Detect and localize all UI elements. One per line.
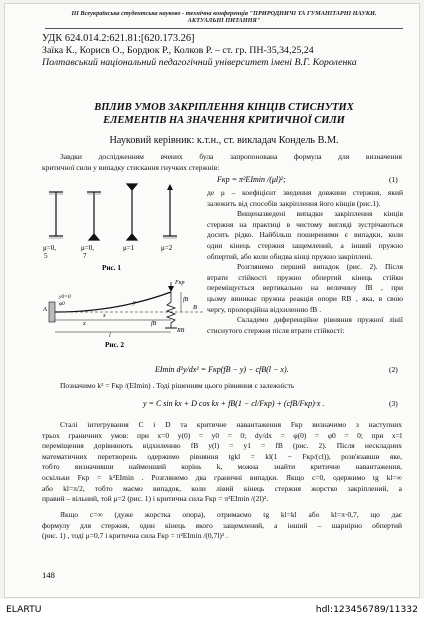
figure-2-label-l: l <box>109 333 111 339</box>
figure-2-label-fB-2: fB <box>151 321 157 327</box>
text-line: формулу для стержня, один кінець якого защемлений, а інший – шарнірно обпертий <box>42 520 402 530</box>
equation-3-number: (3) <box>389 399 398 408</box>
figure-2-label-y0: y0=0 <box>59 294 71 300</box>
text-line: математичних перетворень одержимо рівняння tgkl = kl(1 − Fкр/(cl)), розв'язавши яке, <box>42 451 402 461</box>
text-line: Сталі інтегрування C і D та критичне навантаження Fкр визначимо з наступних <box>60 420 402 429</box>
text-line: де μ – коефіцієнт зведення довжини стержня, який <box>207 188 403 197</box>
figure-1-label-2: μ=0, <box>81 244 94 252</box>
text-line: Розглянемо перший випадок (рис. 2). Після <box>237 262 403 272</box>
authors-line: Заїка К., Корисв О., Бордюк Р., Колков Р. – ст. гр. ПН-35,34,25,24 <box>42 45 314 56</box>
figure-2-label-RB: RB <box>177 328 185 334</box>
text-line: обпертий, або коли обидва кінці пружно закріплені. <box>207 251 373 261</box>
figure-2 <box>43 280 207 342</box>
figure-2-label-fB: fB <box>183 297 189 303</box>
intro-line: критичної сили у випадку стискання гнучких стержнів: <box>42 162 220 172</box>
figure-1-caption: Рис. 1 <box>102 264 121 272</box>
equation-1: Fкр = π²EImin /(μl)²; <box>217 175 286 184</box>
handle-identifier[interactable]: hdl:123456789/11332 <box>315 604 418 615</box>
footer-bar <box>0 599 424 620</box>
page-number: 148 <box>42 570 55 580</box>
text-line: (рис. 1) , тоді μ=0,7 і критична сила Fкр = π²EImin /(0,7l)² . <box>42 531 228 541</box>
figure-1-label-1: μ=0, <box>43 244 56 252</box>
figure-1 <box>43 182 211 268</box>
figure-2-label-phi0: φ0 <box>59 301 65 307</box>
figure-1-sublabel-2: 7 <box>83 252 87 260</box>
text-line: правий – вільний, той μ=2 (рис. 1) і критична сила Fкр = π²EImin /(2l)². <box>42 494 269 504</box>
text-line: чергу, пропорційна відхиленню fB . <box>207 304 322 314</box>
text-line: оскільки Fкр = k²EImin . Розглянемо два граничні випадки. Якщо c=0, одержимо tg kl=∞ <box>42 472 402 482</box>
text-line: трьох граничних умов: при x=0 y(0) = y0 = 0; dy/dx = φ(0) = φ0 = 0; при x=l <box>42 430 402 440</box>
text-line: тобто визначивши найменший корінь k, можна знайти критичне навантаження, <box>42 462 402 472</box>
body-paragraph-2 <box>42 510 402 542</box>
text-line: Складемо диференційне рівняння пружної лінії <box>237 315 403 325</box>
text-line: переміщується вертикально на величину fB , при <box>207 283 403 293</box>
equation-1-number: (1) <box>389 175 398 184</box>
equation-2: EImin d²y/dx² = Fкр(fB − y) − cfB(l − x). <box>155 365 289 374</box>
figure-1-drawing <box>43 182 211 268</box>
figure-1-label-3: μ=1 <box>123 244 135 252</box>
figure-2-label-B: B <box>193 304 197 311</box>
equation-2-number: (2) <box>389 365 398 374</box>
figure-1-label-4: μ=2 <box>161 244 173 252</box>
conference-line-1: ІІІ Всеукраїнська студентська науково - технічна конференція "ПРИРОДНИЧІ ТА ГУМАНІТАРНІ НАУКИ. <box>71 10 377 17</box>
text-line: стиснутого стержня після втрати стійкості: <box>207 325 345 335</box>
text-line: Якщо c=∞ (дуже жорстка опора), отримаємо tg kl=kl або kl=π·0,7, що дає <box>60 510 402 519</box>
repository-name: ELARTU <box>6 604 42 615</box>
figure-2-caption: Рис. 2 <box>105 341 124 349</box>
text-line: залежить від способів закріплення його кінців (рис.1). <box>207 198 381 208</box>
figure-2-label-y: y <box>133 300 136 306</box>
figure-1-sublabel-1: 5 <box>44 252 48 260</box>
right-column-text <box>207 188 403 336</box>
text-line: втрати стійкості пружно обпертий кінець стійки <box>207 272 403 282</box>
supervisor-line: Науковий керівник: к.т.н., ст. викладач Кондель В.М. <box>109 135 339 146</box>
text-line: досить рідко. Найбільш поширеними є випадки, коли <box>207 230 403 240</box>
equation-3: y = C sin kx + D cos kx + fB(1 − cl/Fкр) + (cfB/Fкр)·x . <box>143 399 325 408</box>
article-title-line-1: ВПЛИВ УМОВ ЗАКРІПЛЕННЯ КІНЦІВ СТИСНУТИХ <box>94 102 354 113</box>
figure-2-label-x-dim: x <box>83 321 86 327</box>
article-title-line-2: ЕЛЕМЕНТІВ НА ЗНАЧЕННЯ КРИТИЧНОЇ СИЛИ <box>103 115 345 126</box>
intro-paragraph <box>42 152 402 173</box>
text-line: один кінець стержня защемлений, а інший пружно <box>207 240 403 250</box>
figure-2-label-A: A <box>43 306 47 313</box>
intro-line: Завдки дослідженням вчених була запропонована формула для визначення <box>60 152 402 161</box>
document-page <box>5 4 419 597</box>
text-line: або kl=π/2, тобто маємо випадок, коли лівий кінець стержня жорстко закріплений, а <box>42 483 402 493</box>
figure-2-label-x: x <box>103 313 106 319</box>
figure-2-label-force: Fкр <box>175 280 185 286</box>
body-paragraph <box>42 420 402 505</box>
eq3-intro <box>42 381 402 392</box>
conference-line-2: АКТУАЛЬНІ ПИТАННЯ" <box>187 17 261 25</box>
header-divider <box>45 28 403 29</box>
text-line: цьому виникає пружна реакція опори RB , яка, в свою <box>207 293 403 303</box>
conference-header <box>45 10 403 25</box>
udk-code: УДК 624.014.2:621.81:[620.173.26] <box>42 33 195 44</box>
text-line: Позначимо k² = Fкр /(EImin) . Тоді рішенням цього рівняння є залежність <box>60 381 295 390</box>
text-line: стержня на практиці в чистому вигляді зустрічаються <box>207 219 403 229</box>
text-line: переміщення дорівнюють відхиленню fB y(l) = y1 = fB (рис. 2). Після нескладних <box>42 441 402 451</box>
institution-line: Полтавський національний педагогічний університет імені В.Г. Короленка <box>42 57 357 68</box>
text-line: Вищеназведені випадки закріплення кінців <box>237 209 403 219</box>
